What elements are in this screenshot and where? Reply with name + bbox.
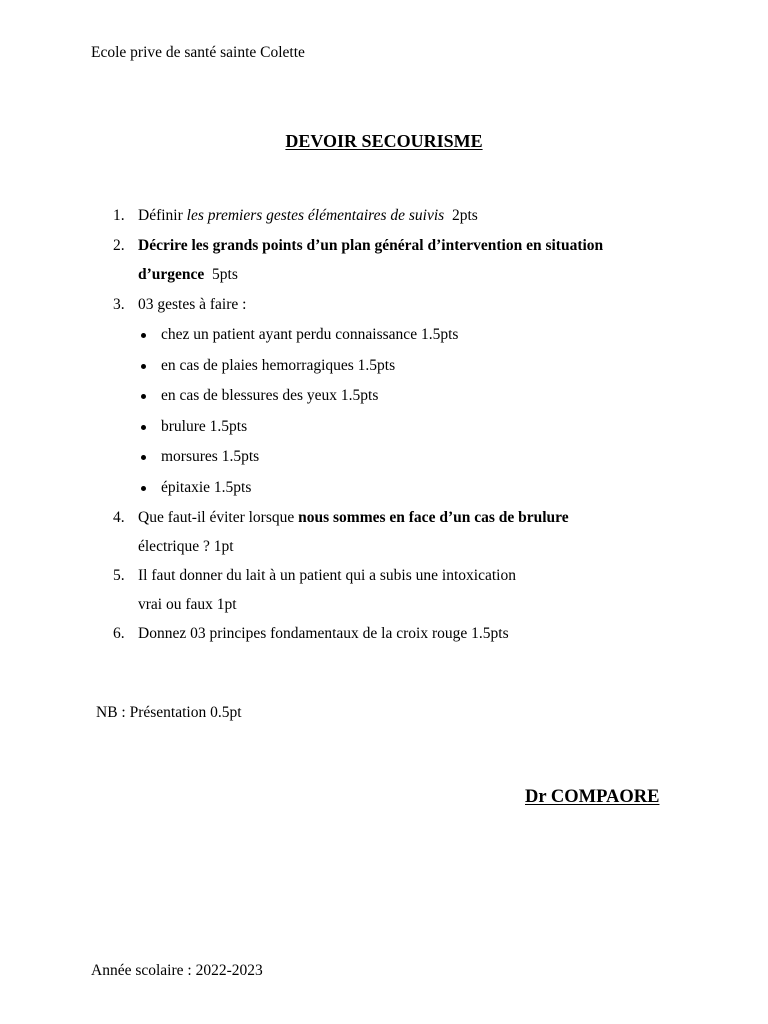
question-text: 03 gestes à faire : (138, 296, 247, 313)
question-number: 1. (113, 207, 125, 224)
school-name: Ecole prive de santé sainte Colette (91, 44, 305, 61)
bullet-text: en cas de plaies hemorragiques 1.5pts (161, 357, 396, 374)
question-text-line2: vrai ou faux 1pt (138, 596, 237, 613)
signature: Dr COMPAORE (525, 787, 660, 807)
question-text-line2: électrique ? 1pt (138, 538, 234, 555)
school-year: Année scolaire : 2022-2023 (91, 962, 263, 979)
question-number: 2. (113, 237, 125, 254)
question-points: 5pts (204, 266, 238, 283)
bullet-icon (141, 486, 146, 491)
question-lead: Que faut-il éviter lorsque (138, 509, 299, 526)
bullet-text: épitaxie 1.5pts (161, 479, 252, 496)
page-title: DEVOIR SECOURISME (285, 131, 483, 151)
question-bold: nous sommes en face d’un cas de brulure (298, 509, 569, 526)
bullet-icon (141, 425, 146, 430)
bullet-text: en cas de blessures des yeux 1.5pts (161, 387, 379, 404)
question-number: 5. (113, 567, 125, 584)
bullet-icon (141, 364, 146, 369)
bullet-text: chez un patient ayant perdu connaissance 1.5pts (161, 326, 459, 343)
question-text: Donnez 03 principes fondamentaux de la croix rouge 1.5pts (138, 625, 509, 642)
question-italic: les premiers gestes élémentaires de suivis (186, 207, 445, 224)
bullet-icon (141, 455, 146, 460)
question-number: 3. (113, 296, 125, 313)
question-text (138, 207, 478, 225)
question-number: 6. (113, 625, 125, 642)
question-text-line1 (138, 509, 569, 527)
bullet-text: morsures 1.5pts (161, 448, 260, 465)
presentation-note: NB : Présentation 0.5pt (96, 704, 242, 721)
question-number: 4. (113, 509, 125, 526)
question-text-line2 (138, 266, 238, 284)
question-lead: Définir (138, 207, 187, 224)
bullet-text: brulure 1.5pts (161, 418, 248, 435)
bullet-icon (141, 333, 146, 338)
question-text-line1: Décrire les grands points d’un plan général d’intervention en situation (138, 237, 604, 254)
question-bold: d’urgence (138, 266, 205, 283)
question-points: 2pts (444, 207, 478, 224)
question-text-line1: Il faut donner du lait à un patient qui a subis une intoxication (138, 567, 516, 584)
bullet-icon (141, 394, 146, 399)
